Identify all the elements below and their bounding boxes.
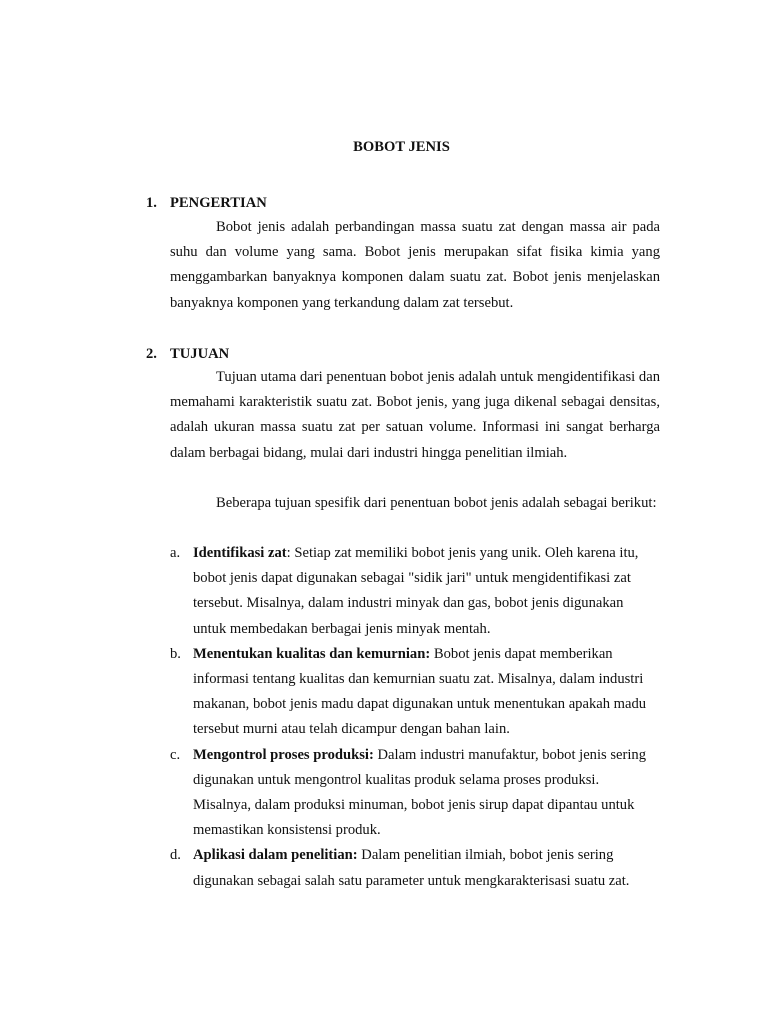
list-marker: b. <box>170 645 181 662</box>
list-marker: c. <box>170 746 181 763</box>
section-title: PENGERTIAN <box>170 195 267 211</box>
tujuan-paragraph-1: Tujuan utama dari penentuan bobot jenis adalah untuk mengidentifikasi dan memahami karakteristik suatu zat. Bobot jenis, yang juga dikenal sebagai densitas, adalah ukuran massa suatu zat per satuan volume. Informasi ini sangat berharga dalam berbagai bidang, mulai dari industri hingga penelitian ilmiah. <box>170 369 660 461</box>
list-marker: d. <box>170 847 181 864</box>
list-text: : Setiap zat memiliki bobot jenis yang unik. Oleh karena itu, bobot jenis dapat digunakan sebagai "sidik jari" untuk mengidentifikasi zat tersebut. Misalnya, dalam industri minyak dan gas, bobot jenis digunakan untuk membedakan berbagai jenis minyak mentah. <box>193 545 639 637</box>
section-number: 2. <box>146 346 157 362</box>
tujuan-list <box>170 541 660 894</box>
section-heading-tujuan <box>146 345 229 363</box>
list-term: Menentukan kualitas dan kemurnian: <box>193 645 431 662</box>
list-term: Identifikasi zat <box>193 545 287 561</box>
section-heading-pengertian <box>146 194 267 212</box>
list-item <box>170 843 660 893</box>
list-item <box>170 541 660 642</box>
document-title: BOBOT JENIS <box>353 139 450 155</box>
list-term: Mengontrol proses produksi: <box>193 746 374 763</box>
list-marker: a. <box>170 545 181 561</box>
list-item <box>170 743 660 844</box>
pengertian-paragraph: Bobot jenis adalah perbandingan massa suatu zat dengan massa air pada suhu dan volume yang sama. Bobot jenis merupakan sifat fisika kimia yang menggambarkan banyaknya komponen dalam suatu zat. Bobot jenis menjelaskan banyaknya komponen yang terkandung dalam zat tersebut. <box>170 219 660 311</box>
section-number: 1. <box>146 195 157 211</box>
section-title: TUJUAN <box>170 346 230 362</box>
list-text: Dalam industri manufaktur, bobot jenis sering digunakan untuk mengontrol kualitas produk selama proses produksi. Misalnya, dalam produksi minuman, bobot jenis sirup dapat dipantau untuk memastikan konsistensi produk. <box>193 746 647 839</box>
list-text: Bobot jenis dapat memberikan informasi tentang kualitas dan kemurnian suatu zat. Misalnya, dalam industri makanan, bobot jenis madu dapat digunakan untuk menentukan apakah madu tersebut murni atau telah dicampur dengan bahan lain. <box>193 645 647 738</box>
tujuan-paragraph-2: Beberapa tujuan spesifik dari penentuan bobot jenis adalah sebagai berikut: <box>216 495 657 511</box>
list-item <box>170 642 660 743</box>
list-term: Aplikasi dalam penelitian: <box>193 847 358 864</box>
list-text: Dalam penelitian ilmiah, bobot jenis sering digunakan sebagai salah satu parameter untuk mengkarakterisasi suatu zat. <box>193 847 630 889</box>
